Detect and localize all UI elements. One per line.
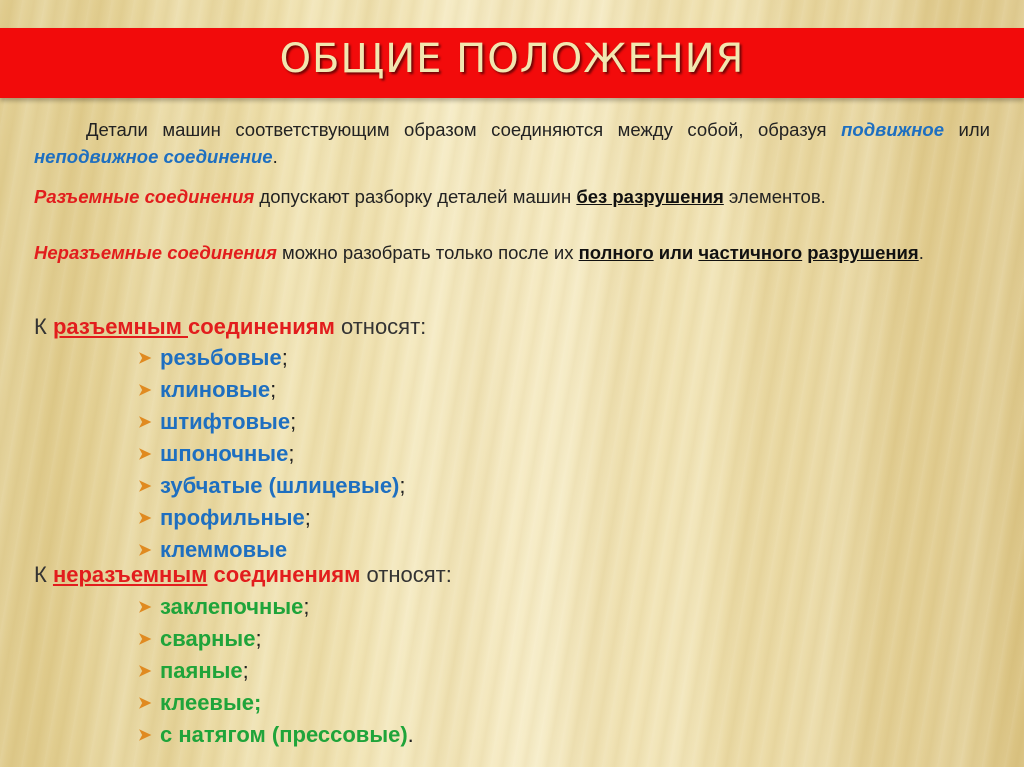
permanent-text: можно разобрать только после их: [276, 242, 579, 263]
list-item: ➤ клеммовые: [138, 534, 406, 566]
detachable-list: [138, 342, 406, 566]
list-item: ➤ с натягом (прессовые).: [138, 719, 414, 751]
detachable-prefix: К: [34, 314, 53, 339]
term-permanent: Неразъемные соединения: [34, 242, 277, 263]
intro-paragraph: [34, 116, 990, 170]
chevron-right-icon: ➤: [138, 382, 152, 399]
list-item: ➤ шпоночные;: [138, 438, 406, 470]
detachable-definition: [34, 183, 990, 210]
intro-or: или: [944, 119, 990, 140]
chevron-right-icon: ➤: [138, 350, 152, 367]
detachable-suffix: относят:: [334, 314, 427, 339]
chevron-right-icon: ➤: [138, 414, 152, 431]
permanent-word: неразъемным: [52, 562, 208, 587]
term-fixed: неподвижное соединение: [34, 146, 273, 167]
chevron-right-icon: ➤: [138, 542, 152, 559]
chevron-right-icon: ➤: [138, 631, 152, 648]
list-item: ➤ резьбовые;: [138, 342, 406, 374]
destruction-word: разрушения: [807, 242, 919, 263]
list-item: ➤ заклепочные;: [138, 591, 414, 623]
full-word: полного: [578, 242, 654, 263]
detachable-heading: [34, 313, 426, 341]
chevron-right-icon: ➤: [138, 478, 152, 495]
list-item: ➤ паяные;: [138, 655, 414, 687]
term-movable: подвижное: [841, 119, 945, 140]
joints-word: соединениям: [213, 562, 361, 587]
detachable-end: элементов.: [723, 186, 826, 207]
list-item: ➤ зубчатые (шлицевые);: [138, 470, 406, 502]
or-word: или: [653, 242, 699, 263]
list-item: ➤ сварные;: [138, 623, 414, 655]
permanent-heading: [34, 561, 452, 589]
permanent-end: .: [918, 242, 924, 263]
chevron-right-icon: ➤: [138, 727, 152, 744]
slide-title: ОБЩИЕ ПОЛОЖЕНИЯ: [279, 36, 745, 82]
partial-word: частичного: [698, 242, 803, 263]
intro-text: Детали машин соответствующим образом соединяются между собой, образуя: [86, 119, 842, 140]
intro-end: .: [272, 146, 278, 167]
chevron-right-icon: ➤: [138, 510, 152, 527]
list-item: ➤ штифтовые;: [138, 406, 406, 438]
permanent-definition: [34, 239, 990, 266]
permanent-list: [138, 591, 414, 751]
list-item: ➤ профильные;: [138, 502, 406, 534]
joints-word: соединениям: [188, 314, 335, 339]
detachable-word: разъемным: [52, 314, 188, 339]
chevron-right-icon: ➤: [138, 663, 152, 680]
chevron-right-icon: ➤: [138, 599, 152, 616]
chevron-right-icon: ➤: [138, 446, 152, 463]
list-item: ➤ клиновые;: [138, 374, 406, 406]
without-destruction: без разрушения: [576, 186, 724, 207]
chevron-right-icon: ➤: [138, 695, 152, 712]
permanent-prefix: К: [34, 562, 53, 587]
list-item: ➤ клеевые;: [138, 687, 414, 719]
term-detachable: Разъемные соединения: [34, 186, 255, 207]
detachable-text: допускают разборку деталей машин: [254, 186, 577, 207]
permanent-suffix: относят:: [360, 562, 452, 587]
